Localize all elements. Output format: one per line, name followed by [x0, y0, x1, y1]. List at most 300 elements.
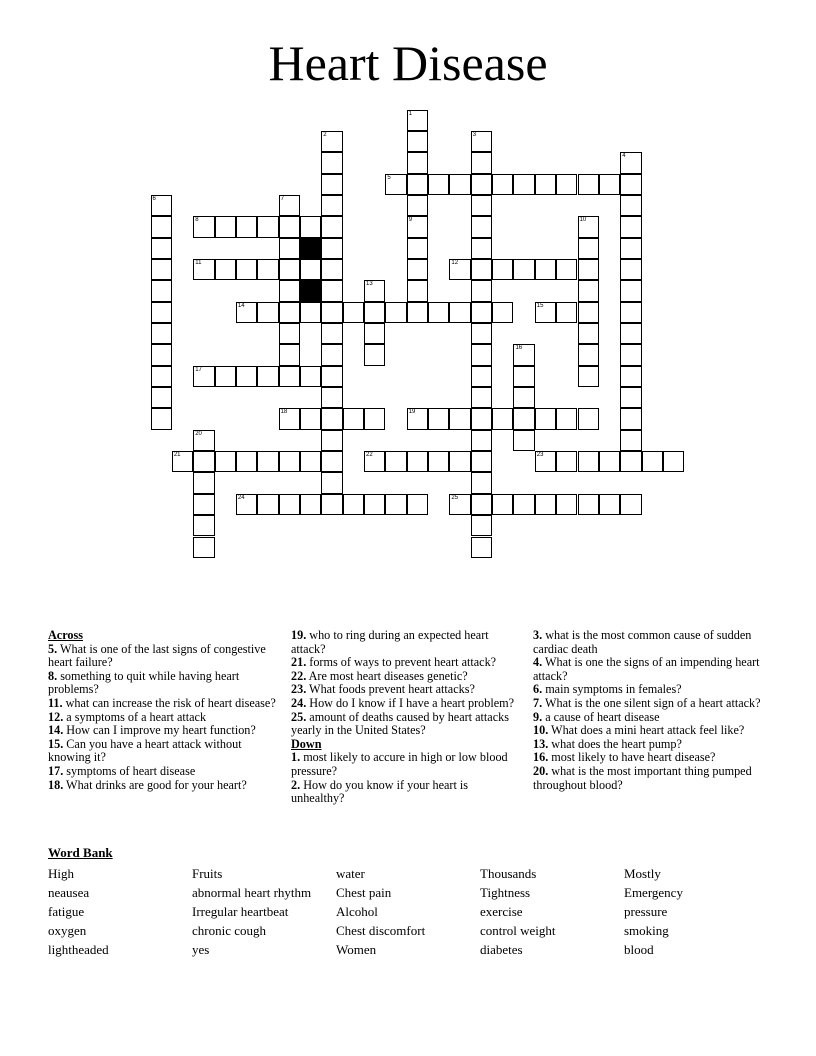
grid-cell[interactable] [556, 451, 577, 472]
grid-cell[interactable] [471, 131, 492, 152]
grid-cell[interactable] [578, 174, 599, 195]
grid-cell[interactable] [193, 537, 214, 558]
word-bank-item: yes [192, 942, 210, 957]
grid-cell[interactable] [279, 323, 300, 344]
word-bank-item: Tightness [480, 885, 531, 900]
grid-cell[interactable] [215, 259, 236, 280]
grid-cell[interactable] [620, 195, 641, 216]
clue-number: 7 [280, 195, 284, 202]
grid-cell[interactable] [364, 408, 385, 429]
grid-cell[interactable] [215, 216, 236, 237]
grid-cell[interactable] [492, 174, 513, 195]
clue-number: 14 [237, 302, 245, 309]
grid-cell[interactable] [321, 174, 342, 195]
clue-text: Can you have a heart attack without knowing it? [48, 736, 242, 765]
grid-cell[interactable] [321, 366, 342, 387]
grid-cell[interactable] [428, 451, 449, 472]
clue-text: symptoms of heart disease [63, 763, 196, 778]
grid-cell[interactable] [364, 494, 385, 515]
grid-cell[interactable] [407, 259, 428, 280]
grid-cell[interactable] [620, 238, 641, 259]
grid-cell[interactable] [151, 280, 172, 301]
grid-cell[interactable] [620, 430, 641, 451]
grid-cell[interactable] [193, 515, 214, 536]
grid-cell[interactable] [321, 430, 342, 451]
grid-cell[interactable] [471, 152, 492, 173]
grid-cell[interactable] [578, 302, 599, 323]
grid-cell[interactable] [279, 302, 300, 323]
grid-cell[interactable] [321, 387, 342, 408]
grid-cell[interactable] [620, 216, 641, 237]
grid-cell[interactable] [151, 238, 172, 259]
page-title: Heart Disease [268, 35, 548, 91]
across-clue [291, 683, 519, 697]
across-clue [48, 779, 276, 793]
word-bank-item: Irregular heartbeat [192, 904, 289, 919]
clue-number: 17. [48, 763, 64, 778]
grid-cell[interactable] [215, 451, 236, 472]
grid-cell[interactable] [279, 494, 300, 515]
clue-text: How can I improve my heart function? [63, 723, 256, 738]
word-bank-column [624, 864, 683, 959]
grid-cell[interactable] [407, 152, 428, 173]
grid-cell[interactable] [620, 344, 641, 365]
grid-cell[interactable] [321, 408, 342, 429]
word-bank-item: diabetes [480, 942, 523, 957]
grid-cell[interactable] [321, 323, 342, 344]
clue-number: 25 [451, 494, 459, 501]
across-clue [48, 711, 276, 725]
grid-cell[interactable] [236, 451, 257, 472]
grid-cell[interactable] [279, 344, 300, 365]
grid-cell[interactable] [257, 366, 278, 387]
down-heading: Down [291, 736, 322, 751]
clue-number: 9. [533, 709, 543, 724]
clue-number: 20 [195, 430, 202, 437]
grid-cell[interactable] [556, 494, 577, 515]
clue-number: 5 [387, 174, 391, 181]
grid-cell[interactable] [343, 494, 364, 515]
grid-cell[interactable] [428, 408, 449, 429]
grid-cell[interactable] [620, 152, 641, 173]
grid-cell[interactable] [193, 259, 214, 280]
grid-cell[interactable] [513, 494, 534, 515]
grid-cell[interactable] [471, 302, 492, 323]
grid-cell[interactable] [321, 280, 342, 301]
grid-cell[interactable] [300, 494, 321, 515]
grid-cell[interactable] [620, 408, 641, 429]
grid-cell[interactable] [578, 216, 599, 237]
clue-number: 19. [291, 628, 307, 642]
clue-number: 3 [472, 131, 477, 138]
grid-cell[interactable] [364, 451, 385, 472]
grid-cell[interactable] [236, 366, 257, 387]
across-clue [48, 738, 276, 765]
clue-text: What is the one silent sign of a heart attack? [542, 695, 761, 710]
grid-cell[interactable] [556, 302, 577, 323]
grid-cell[interactable] [279, 216, 300, 237]
grid-cell[interactable] [321, 344, 342, 365]
down-clue [291, 779, 519, 806]
grid-cell[interactable] [385, 494, 406, 515]
down-clue [533, 765, 761, 792]
grid-cell[interactable] [300, 451, 321, 472]
grid-cell[interactable] [449, 451, 470, 472]
grid-cell[interactable] [151, 216, 172, 237]
clue-number: 23. [291, 682, 307, 697]
clue-number: 9 [408, 217, 413, 224]
clue-number: 7. [533, 695, 543, 710]
grid-cell[interactable] [172, 451, 193, 472]
grid-cell[interactable] [279, 195, 300, 216]
down-clue [533, 751, 761, 765]
clue-text: What does a mini heart attack feel like? [548, 723, 745, 738]
grid-cell[interactable] [321, 494, 342, 515]
word-bank-item: neausea [48, 885, 90, 900]
clue-number: 8 [195, 217, 199, 224]
across-clue [48, 697, 276, 711]
grid-cell[interactable] [407, 451, 428, 472]
grid-cell[interactable] [620, 302, 641, 323]
clue-number: 4. [533, 655, 543, 670]
grid-cell[interactable] [279, 280, 300, 301]
grid-cell[interactable] [599, 451, 620, 472]
grid-cell[interactable] [513, 408, 534, 429]
across-clue [291, 711, 519, 738]
grid-cell[interactable] [279, 408, 300, 429]
across-clue [48, 643, 276, 670]
clue-number: 15. [48, 736, 64, 751]
grid-cell[interactable] [471, 174, 492, 195]
grid-cell[interactable] [471, 515, 492, 536]
grid-cell[interactable] [535, 259, 556, 280]
grid-cell[interactable] [578, 238, 599, 259]
grid-cell[interactable] [471, 494, 492, 515]
grid-cell[interactable] [535, 408, 556, 429]
across-clue [291, 670, 519, 684]
grid-cell[interactable] [257, 216, 278, 237]
grid-cell[interactable] [364, 280, 385, 301]
clues-column-1 [48, 629, 276, 792]
word-bank-item: lightheaded [48, 942, 109, 957]
grid-cell[interactable] [193, 216, 214, 237]
grid-cell[interactable] [257, 259, 278, 280]
clue-text: something to quit while having heart problems? [48, 668, 240, 697]
grid-cell[interactable] [513, 344, 534, 365]
grid-cell[interactable] [279, 238, 300, 259]
word-bank-item: exercise [480, 904, 523, 919]
clue-number: 21 [173, 452, 181, 459]
clue-number: 10 [579, 217, 587, 224]
grid-cell[interactable] [620, 387, 641, 408]
grid-cell[interactable] [407, 216, 428, 237]
grid-cell[interactable] [471, 387, 492, 408]
across-clue [291, 656, 519, 670]
word-bank-item: Thousands [480, 866, 537, 881]
grid-cell[interactable] [471, 323, 492, 344]
word-bank-item: High [48, 866, 74, 881]
clue-text: what is the most common cause of sudden cardiac death [533, 628, 752, 656]
grid-cell[interactable] [620, 323, 641, 344]
clue-text: Are most heart diseases genetic? [306, 668, 468, 683]
word-bank-item: Alcohol [336, 904, 378, 919]
grid-cell[interactable] [321, 195, 342, 216]
grid-cell[interactable] [257, 302, 278, 323]
grid-cell[interactable] [578, 323, 599, 344]
grid-cell[interactable] [364, 344, 385, 365]
grid-cell[interactable] [471, 430, 492, 451]
grid-cell[interactable] [663, 451, 684, 472]
clue-number: 15 [536, 302, 544, 309]
grid-cell[interactable] [193, 366, 214, 387]
grid-cell[interactable] [428, 174, 449, 195]
clue-text: What drinks are good for your heart? [63, 777, 247, 792]
grid-cell[interactable] [257, 494, 278, 515]
grid-cell[interactable] [236, 216, 257, 237]
grid-cell[interactable] [449, 494, 470, 515]
grid-cell[interactable] [578, 259, 599, 280]
down-clue [533, 711, 761, 725]
clue-text: What is one the signs of an impending heart attack? [533, 655, 760, 683]
grid-cell[interactable] [578, 280, 599, 301]
down-clue [533, 697, 761, 711]
grid-cell[interactable] [279, 259, 300, 280]
clue-number: 13 [366, 281, 373, 288]
grid-cell[interactable] [236, 302, 257, 323]
clue-text: main symptoms in females? [542, 682, 682, 697]
clue-number: 18 [280, 409, 288, 416]
grid-cell[interactable] [364, 302, 385, 323]
grid-cell[interactable] [471, 344, 492, 365]
clue-text: what can increase the risk of heart disease? [62, 695, 276, 710]
grid-cell[interactable] [193, 430, 214, 451]
grid-cell[interactable] [471, 451, 492, 472]
clue-text: what does the heart pump? [548, 736, 682, 751]
clue-number: 21. [291, 655, 307, 670]
clue-number: 3. [533, 628, 543, 642]
clue-number: 11. [48, 695, 63, 710]
word-bank-item: control weight [480, 923, 556, 938]
across-clue [48, 724, 276, 738]
clue-number: 2 [323, 131, 327, 138]
grid-cell[interactable] [236, 494, 257, 515]
grid-cell[interactable] [471, 408, 492, 429]
grid-cell[interactable] [471, 195, 492, 216]
grid-cell[interactable] [620, 494, 641, 515]
grid-cell[interactable] [321, 238, 342, 259]
down-clue [533, 683, 761, 697]
word-bank-column [48, 864, 109, 959]
grid-cell[interactable] [513, 259, 534, 280]
grid-cell[interactable] [407, 280, 428, 301]
grid-cell[interactable] [151, 195, 172, 216]
across-clue [291, 697, 519, 711]
grid-cell[interactable] [343, 302, 364, 323]
grid-cell[interactable] [471, 216, 492, 237]
grid-cell[interactable] [620, 366, 641, 387]
word-bank-item: chronic cough [192, 923, 267, 938]
grid-cell[interactable] [321, 472, 342, 493]
word-bank-item: Women [336, 942, 377, 957]
clue-number: 16. [533, 750, 549, 765]
grid-cell[interactable] [321, 451, 342, 472]
clue-number: 6 [152, 195, 156, 202]
clue-number: 6. [533, 682, 543, 697]
grid-cell[interactable] [471, 238, 492, 259]
grid-cell[interactable] [279, 366, 300, 387]
grid-cell[interactable] [535, 494, 556, 515]
grid-cell[interactable] [279, 451, 300, 472]
grid-cell[interactable] [151, 259, 172, 280]
clue-number: 10. [533, 723, 549, 738]
grid-cell[interactable] [321, 131, 342, 152]
grid-cell[interactable] [300, 302, 321, 323]
grid-cell[interactable] [578, 494, 599, 515]
clue-number: 1 [408, 110, 413, 117]
grid-cell[interactable] [321, 216, 342, 237]
grid-cell[interactable] [449, 302, 470, 323]
word-bank-item: abnormal heart rhythm [192, 885, 312, 900]
grid-cell[interactable] [300, 366, 321, 387]
grid-cell[interactable] [407, 131, 428, 152]
grid-cell[interactable] [620, 280, 641, 301]
grid-cell[interactable] [151, 302, 172, 323]
clue-number: 2. [291, 777, 301, 792]
down-clue [533, 738, 761, 752]
grid-cell[interactable] [407, 174, 428, 195]
grid-cell[interactable] [599, 494, 620, 515]
down-clue [533, 724, 761, 738]
grid-cell[interactable] [535, 451, 556, 472]
grid-cell[interactable] [215, 366, 236, 387]
grid-cell[interactable] [578, 366, 599, 387]
grid-cell[interactable] [556, 408, 577, 429]
grid-cell[interactable] [513, 387, 534, 408]
grid-cell[interactable] [471, 537, 492, 558]
grid-cell[interactable] [471, 259, 492, 280]
clue-text: what is the most important thing pumped throughout blood? [533, 763, 752, 792]
grid-cell[interactable] [599, 174, 620, 195]
clue-text: How do you know if your heart is unhealthy? [291, 777, 469, 806]
clue-number: 17 [195, 366, 202, 373]
grid-cell[interactable] [385, 302, 406, 323]
clue-number: 14. [48, 723, 64, 738]
clue-text: most likely to accure in high or low blood pressure? [291, 750, 508, 778]
word-bank-item: pressure [624, 904, 668, 919]
grid-cell[interactable] [556, 174, 577, 195]
grid-cell[interactable] [407, 302, 428, 323]
word-bank-column [336, 864, 425, 959]
grid-cell[interactable] [620, 259, 641, 280]
grid-cell[interactable] [513, 430, 534, 451]
clue-number: 8. [48, 668, 58, 683]
grid-cell[interactable] [151, 366, 172, 387]
grid-cell[interactable] [492, 494, 513, 515]
grid-cell[interactable] [193, 494, 214, 515]
word-bank-column [480, 864, 555, 959]
grid-cell[interactable] [151, 387, 172, 408]
grid-cell[interactable] [578, 344, 599, 365]
word-bank-item: Mostly [624, 866, 661, 881]
grid-cell[interactable] [535, 302, 556, 323]
grid-cell[interactable] [449, 259, 470, 280]
grid-cell[interactable] [556, 259, 577, 280]
grid-cell[interactable] [407, 408, 428, 429]
grid-cell[interactable] [471, 366, 492, 387]
grid-cell[interactable] [236, 259, 257, 280]
down-clue [533, 656, 761, 683]
clue-number: 12 [451, 259, 459, 266]
clue-text: What is one of the last signs of congestive heart failure? [48, 641, 266, 670]
grid-cell[interactable] [300, 408, 321, 429]
grid-cell[interactable] [620, 451, 641, 472]
grid-cell[interactable] [407, 238, 428, 259]
grid-cell[interactable] [449, 174, 470, 195]
grid-cell[interactable] [578, 451, 599, 472]
down-clue [533, 629, 761, 656]
grid-cell[interactable] [300, 259, 321, 280]
clue-number: 1. [291, 750, 301, 765]
grid-cell[interactable] [364, 323, 385, 344]
clue-number: 18. [48, 777, 64, 792]
clues-column-3 [533, 629, 761, 792]
clue-number: 25. [291, 709, 307, 724]
grid-cell[interactable] [449, 408, 470, 429]
grid-cell[interactable] [151, 323, 172, 344]
grid-cell[interactable] [257, 451, 278, 472]
grid-cell[interactable] [321, 259, 342, 280]
clue-number: 19 [408, 409, 416, 416]
grid-cell[interactable] [193, 451, 214, 472]
grid-cell[interactable] [492, 302, 513, 323]
clue-text: most likely to have heart disease? [548, 750, 716, 765]
grid-cell[interactable] [193, 472, 214, 493]
grid-cell[interactable] [151, 408, 172, 429]
clue-text: a symptoms of a heart attack [63, 709, 207, 724]
grid-cell[interactable] [321, 302, 342, 323]
grid-cell[interactable] [620, 174, 641, 195]
grid-cell[interactable] [642, 451, 663, 472]
grid-cell[interactable] [513, 366, 534, 387]
grid-block [300, 280, 321, 301]
grid-cell[interactable] [407, 110, 428, 131]
grid-cell[interactable] [300, 216, 321, 237]
grid-cell[interactable] [492, 408, 513, 429]
grid-cell[interactable] [385, 451, 406, 472]
grid-cell[interactable] [407, 494, 428, 515]
grid-cell[interactable] [578, 408, 599, 429]
grid-cell[interactable] [151, 344, 172, 365]
grid-cell[interactable] [321, 152, 342, 173]
clue-number: 4 [622, 153, 626, 160]
grid-cell[interactable] [513, 174, 534, 195]
word-bank-item: oxygen [48, 923, 87, 938]
grid-cell[interactable] [428, 302, 449, 323]
word-bank-heading: Word Bank [48, 845, 113, 860]
grid-cell[interactable] [343, 408, 364, 429]
word-bank-column [192, 864, 311, 959]
grid-cell[interactable] [492, 259, 513, 280]
word-bank-item: Chest discomfort [336, 923, 426, 938]
grid-cell[interactable] [535, 174, 556, 195]
clues-column-2 [291, 629, 519, 806]
grid-cell[interactable] [385, 174, 406, 195]
grid-cell[interactable] [407, 195, 428, 216]
grid-cell[interactable] [471, 472, 492, 493]
clue-number: 11 [195, 259, 202, 266]
grid-cell[interactable] [471, 280, 492, 301]
clue-text: amount of deaths caused by heart attacks yearly in the United States? [291, 709, 509, 738]
